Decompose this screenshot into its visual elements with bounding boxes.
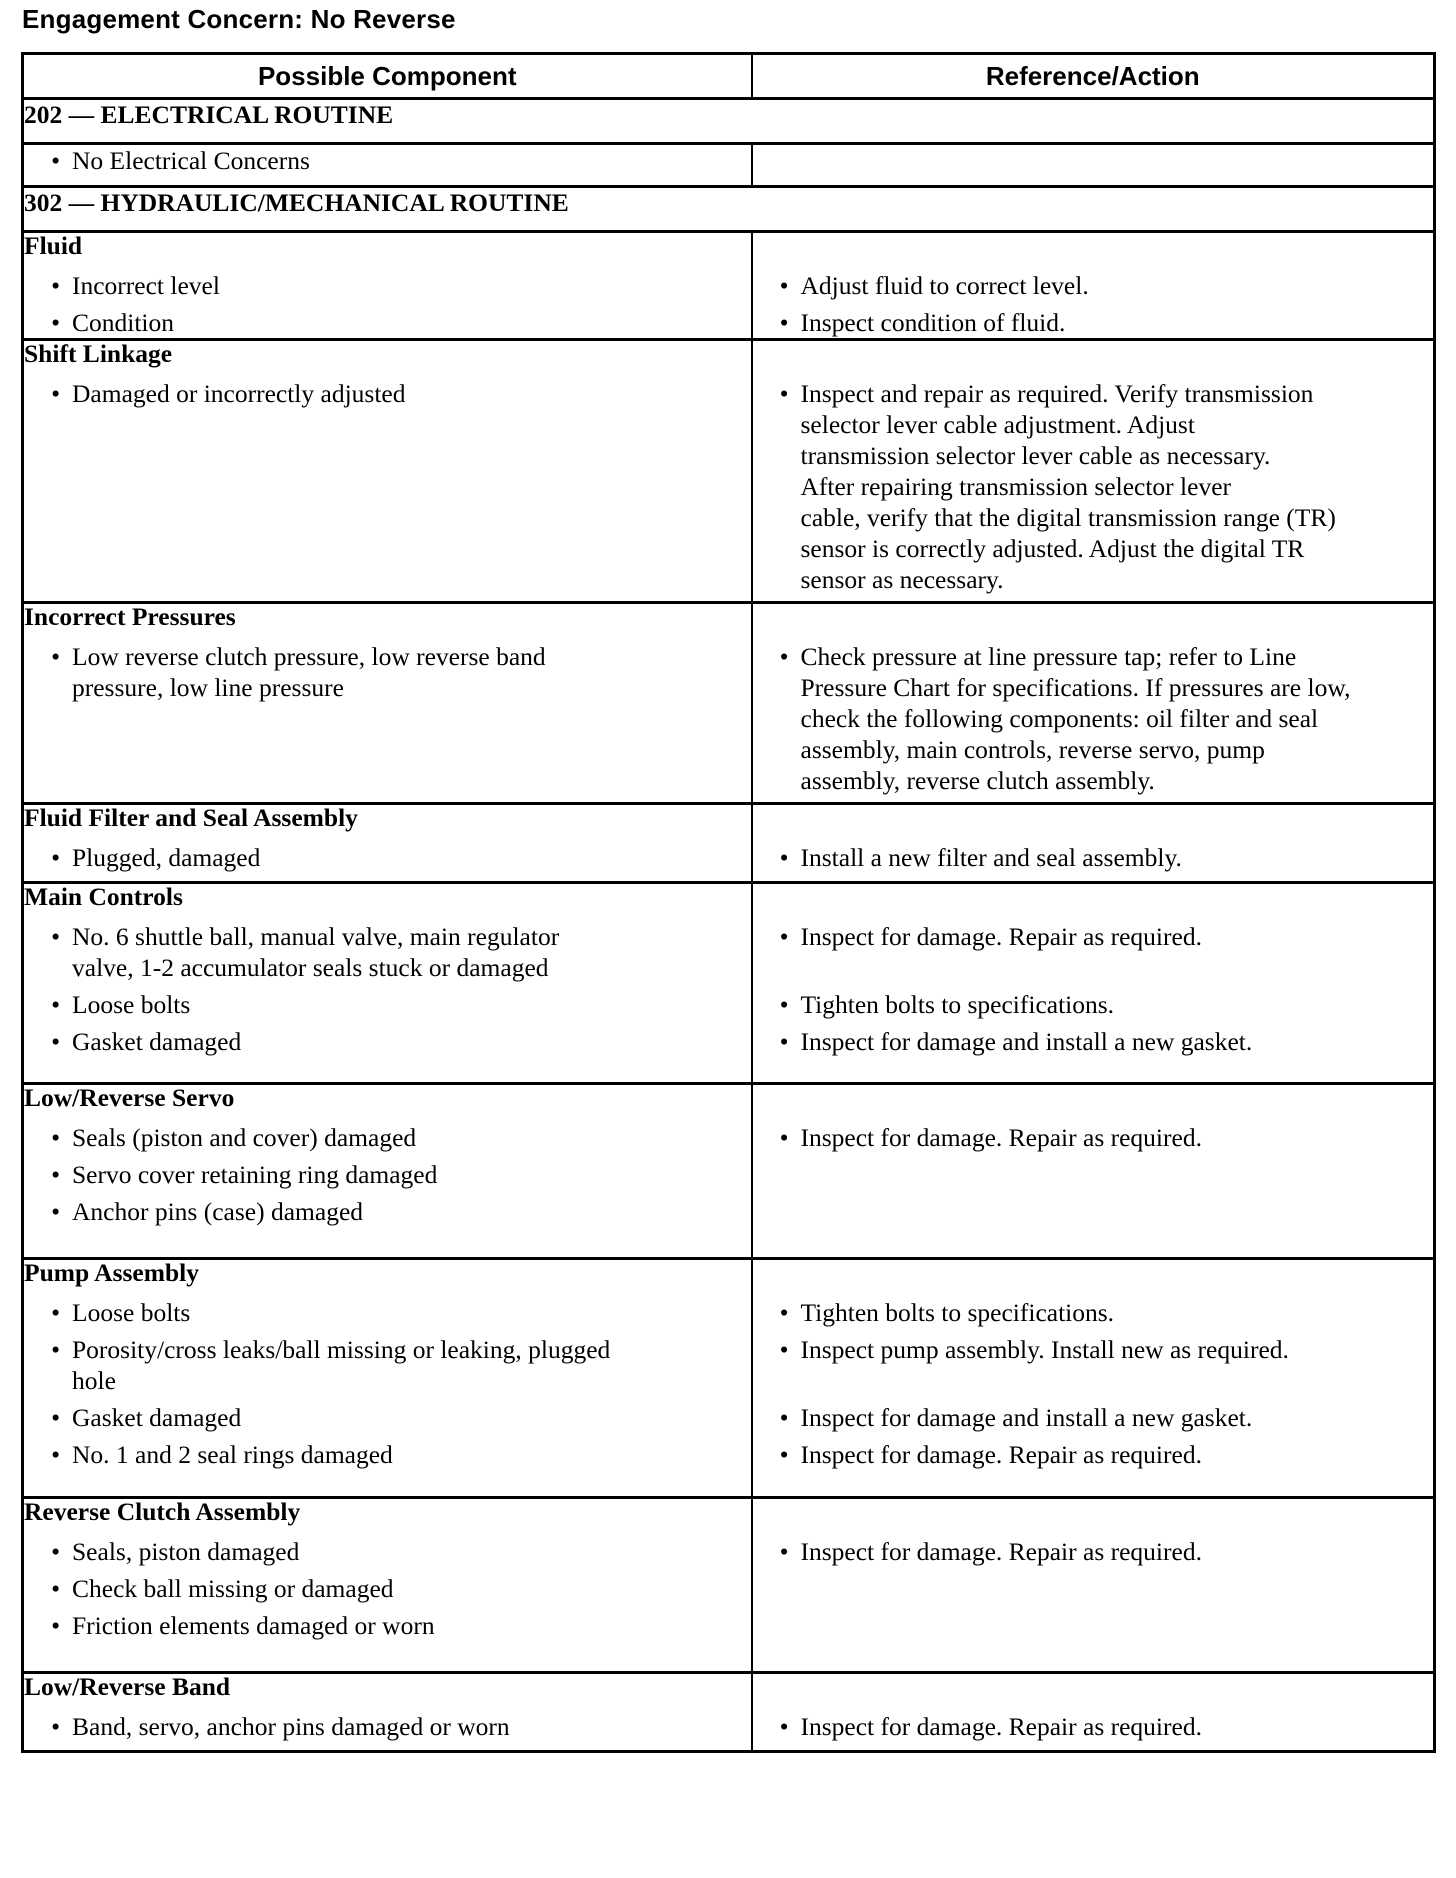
action-text: Inspect for damage. Repair as required.	[800, 1123, 1202, 1152]
text-line: pressure, low line pressure	[72, 673, 344, 702]
action-text: Tighten bolts to specifications.	[800, 1298, 1115, 1327]
component-text: Anchor pins (case) damaged	[72, 1197, 364, 1226]
text-line: sensor as necessary.	[800, 565, 1004, 594]
bullet: •	[51, 642, 60, 671]
action-text: Inspect for damage. Repair as required.	[800, 1712, 1202, 1741]
component-text: Band, servo, anchor pins damaged or worn	[72, 1712, 510, 1741]
text-line: hole	[72, 1366, 116, 1395]
bullet: •	[779, 1335, 789, 1364]
list-item	[24, 270, 751, 301]
bullet: •	[779, 308, 789, 337]
section-heading: Fluid	[24, 231, 83, 260]
action-cell	[752, 1084, 1435, 1259]
component-text	[72, 921, 751, 983]
bullet: •	[779, 1123, 789, 1152]
list-item	[24, 378, 751, 409]
action-cell	[752, 232, 1435, 340]
section-low-reverse-servo	[23, 1084, 1435, 1259]
bullet: •	[779, 990, 789, 1019]
list-item	[753, 641, 1434, 796]
text-line: After repairing transmission selector lever	[800, 472, 1232, 501]
list-item	[753, 1439, 1434, 1470]
action-text: Inspect for damage. Repair as required.	[800, 1537, 1202, 1566]
text-line: check the following components: oil filter and seal	[800, 704, 1319, 733]
action-text: Inspect for damage and install a new gasket.	[800, 1403, 1253, 1432]
text-line: assembly, main controls, reverse servo, pump	[800, 735, 1265, 764]
section-heading: Incorrect Pressures	[24, 602, 236, 631]
text-line: No. 6 shuttle ball, manual valve, main regulator	[72, 922, 560, 951]
action-cell	[752, 1673, 1435, 1752]
list-item	[753, 1536, 1434, 1567]
component-cell	[23, 883, 752, 1084]
section-shift-linkage	[23, 340, 1435, 603]
routine-title: 202 — ELECTRICAL ROUTINE	[23, 99, 1435, 144]
component-text: Loose bolts	[72, 1298, 191, 1327]
text-line: transmission selector lever cable as necessary.	[800, 441, 1271, 470]
component-cell	[23, 804, 752, 883]
bullet: •	[779, 1537, 789, 1566]
text-line: Inspect and repair as required. Verify transmission	[800, 379, 1314, 408]
component-cell	[23, 1673, 752, 1752]
component-text: Friction elements damaged or worn	[72, 1611, 435, 1640]
text-line: Porosity/cross leaks/ball missing or leaking, plugged	[72, 1335, 611, 1364]
action-text: Tighten bolts to specifications.	[800, 990, 1115, 1019]
component-cell	[23, 232, 752, 340]
component-text: Seals, piston damaged	[72, 1537, 300, 1566]
component-text	[72, 641, 751, 703]
list-item	[753, 1122, 1434, 1153]
action-text: Install a new filter and seal assembly.	[800, 843, 1182, 872]
bullet: •	[51, 271, 60, 300]
bullet: •	[51, 1027, 60, 1056]
component-cell	[23, 1084, 752, 1259]
text-line: Pressure Chart for specifications. If pressures are low,	[800, 673, 1351, 702]
list-item	[24, 1026, 751, 1057]
section-heading: Shift Linkage	[24, 339, 173, 368]
list-item	[753, 1334, 1434, 1365]
bullet: •	[51, 1440, 60, 1469]
list-item	[24, 1159, 751, 1190]
component-text: Check ball missing or damaged	[72, 1574, 394, 1603]
component-cell	[23, 340, 752, 603]
component-text: No. 1 and 2 seal rings damaged	[72, 1440, 393, 1469]
component-cell	[23, 1498, 752, 1673]
list-item	[753, 1402, 1434, 1433]
component-text: Gasket damaged	[72, 1027, 242, 1056]
list-item	[24, 145, 751, 176]
action-cell	[752, 144, 1435, 187]
component-text: No Electrical Concerns	[72, 146, 310, 175]
bullet: •	[51, 990, 60, 1019]
bullet: •	[51, 379, 60, 408]
action-cell	[752, 1259, 1435, 1498]
list-item	[24, 1334, 751, 1396]
text-line: valve, 1-2 accumulator seals stuck or damaged	[72, 953, 549, 982]
section-heading: Low/Reverse Servo	[24, 1083, 235, 1112]
component-text: Servo cover retaining ring damaged	[72, 1160, 438, 1189]
section-heading: Main Controls	[24, 882, 183, 911]
list-item	[24, 1536, 751, 1567]
action-cell	[752, 804, 1435, 883]
diagnostic-table	[21, 52, 1436, 1753]
section-heading: Low/Reverse Band	[24, 1672, 231, 1701]
list-item	[24, 1439, 751, 1470]
routine-row-hydraulic	[23, 187, 1435, 232]
bullet: •	[51, 308, 60, 337]
list-item	[24, 307, 751, 338]
section-incorrect-pressures	[23, 603, 1435, 804]
bullet: •	[51, 1574, 60, 1603]
action-text: Inspect condition of fluid.	[800, 308, 1066, 337]
bullet: •	[51, 1197, 60, 1226]
bullet: •	[51, 1712, 60, 1741]
list-item	[24, 1573, 751, 1604]
text-line: Check pressure at line pressure tap; refer to Line	[800, 642, 1297, 671]
bullet: •	[51, 1123, 60, 1152]
list-item	[753, 378, 1434, 595]
bullet: •	[51, 1298, 60, 1327]
bullet: •	[51, 922, 60, 951]
component-text: Loose bolts	[72, 990, 191, 1019]
text-line: cable, verify that the digital transmission range (TR)	[800, 503, 1336, 532]
bullet: •	[51, 1537, 60, 1566]
column-header-action: Reference/Action	[752, 54, 1435, 99]
component-text: Plugged, damaged	[72, 843, 261, 872]
text-line: assembly, reverse clutch assembly.	[800, 766, 1155, 795]
list-item	[753, 1297, 1434, 1328]
bullet: •	[779, 1440, 789, 1469]
action-text: Inspect for damage. Repair as required.	[800, 922, 1202, 951]
text-line: Low reverse clutch pressure, low reverse band	[72, 642, 546, 671]
action-text: Inspect for damage. Repair as required.	[800, 1440, 1202, 1469]
action-text	[801, 378, 1434, 595]
action-text: Inspect for damage and install a new gasket.	[800, 1027, 1253, 1056]
list-item	[753, 989, 1434, 1020]
component-text: Seals (piston and cover) damaged	[72, 1123, 417, 1152]
routine-title: 302 — HYDRAULIC/MECHANICAL ROUTINE	[23, 187, 1435, 232]
section-fluid	[23, 232, 1435, 340]
bullet: •	[779, 271, 789, 300]
list-item	[753, 270, 1434, 301]
bullet: •	[51, 1335, 60, 1364]
section-heading: Reverse Clutch Assembly	[24, 1497, 301, 1526]
section-low-reverse-band	[23, 1673, 1435, 1752]
list-item	[24, 989, 751, 1020]
page-title: Engagement Concern: No Reverse	[22, 4, 456, 34]
bullet: •	[51, 1403, 60, 1432]
action-cell	[752, 603, 1435, 804]
list-item	[24, 842, 751, 873]
bullet: •	[779, 1298, 789, 1327]
section-fluid-filter	[23, 804, 1435, 883]
action-text: Inspect pump assembly. Install new as required.	[800, 1335, 1289, 1364]
list-item	[24, 1610, 751, 1641]
section-main-controls	[23, 883, 1435, 1084]
component-cell	[23, 1259, 752, 1498]
component-cell	[23, 144, 752, 187]
list-item	[24, 1122, 751, 1153]
column-header-component: Possible Component	[23, 54, 752, 99]
component-text	[72, 1334, 751, 1396]
table-row	[23, 144, 1435, 187]
bullet: •	[51, 146, 60, 175]
action-cell	[752, 883, 1435, 1084]
bullet: •	[779, 843, 789, 872]
list-item	[753, 842, 1434, 873]
section-heading: Fluid Filter and Seal Assembly	[24, 803, 358, 832]
text-line: sensor is correctly adjusted. Adjust the digital TR	[800, 534, 1305, 563]
list-item	[24, 921, 751, 983]
table-header-row	[23, 54, 1435, 99]
action-cell	[752, 340, 1435, 603]
bullet: •	[779, 1712, 789, 1741]
text-line: selector lever cable adjustment. Adjust	[800, 410, 1195, 439]
list-item	[753, 921, 1434, 952]
bullet: •	[51, 843, 60, 872]
routine-row-electrical	[23, 99, 1435, 144]
list-item	[753, 1026, 1434, 1057]
section-reverse-clutch	[23, 1498, 1435, 1673]
bullet: •	[779, 1027, 789, 1056]
action-text: Adjust fluid to correct level.	[800, 271, 1089, 300]
action-cell	[752, 1498, 1435, 1673]
bullet: •	[779, 922, 789, 951]
list-item	[753, 307, 1434, 338]
component-cell	[23, 603, 752, 804]
bullet: •	[51, 1611, 60, 1640]
bullet: •	[779, 1403, 789, 1432]
component-text: Damaged or incorrectly adjusted	[72, 379, 406, 408]
component-text: Incorrect level	[72, 271, 220, 300]
list-item	[24, 641, 751, 703]
component-text: Condition	[72, 308, 175, 337]
bullet: •	[779, 379, 789, 408]
section-pump-assembly	[23, 1259, 1435, 1498]
bullet: •	[779, 642, 789, 671]
action-text	[801, 641, 1434, 796]
list-item	[24, 1297, 751, 1328]
component-text: Gasket damaged	[72, 1403, 242, 1432]
bullet: •	[51, 1160, 60, 1189]
list-item	[753, 1711, 1434, 1742]
list-item	[24, 1711, 751, 1742]
section-heading: Pump Assembly	[24, 1258, 199, 1287]
list-item	[24, 1196, 751, 1227]
list-item	[24, 1402, 751, 1433]
